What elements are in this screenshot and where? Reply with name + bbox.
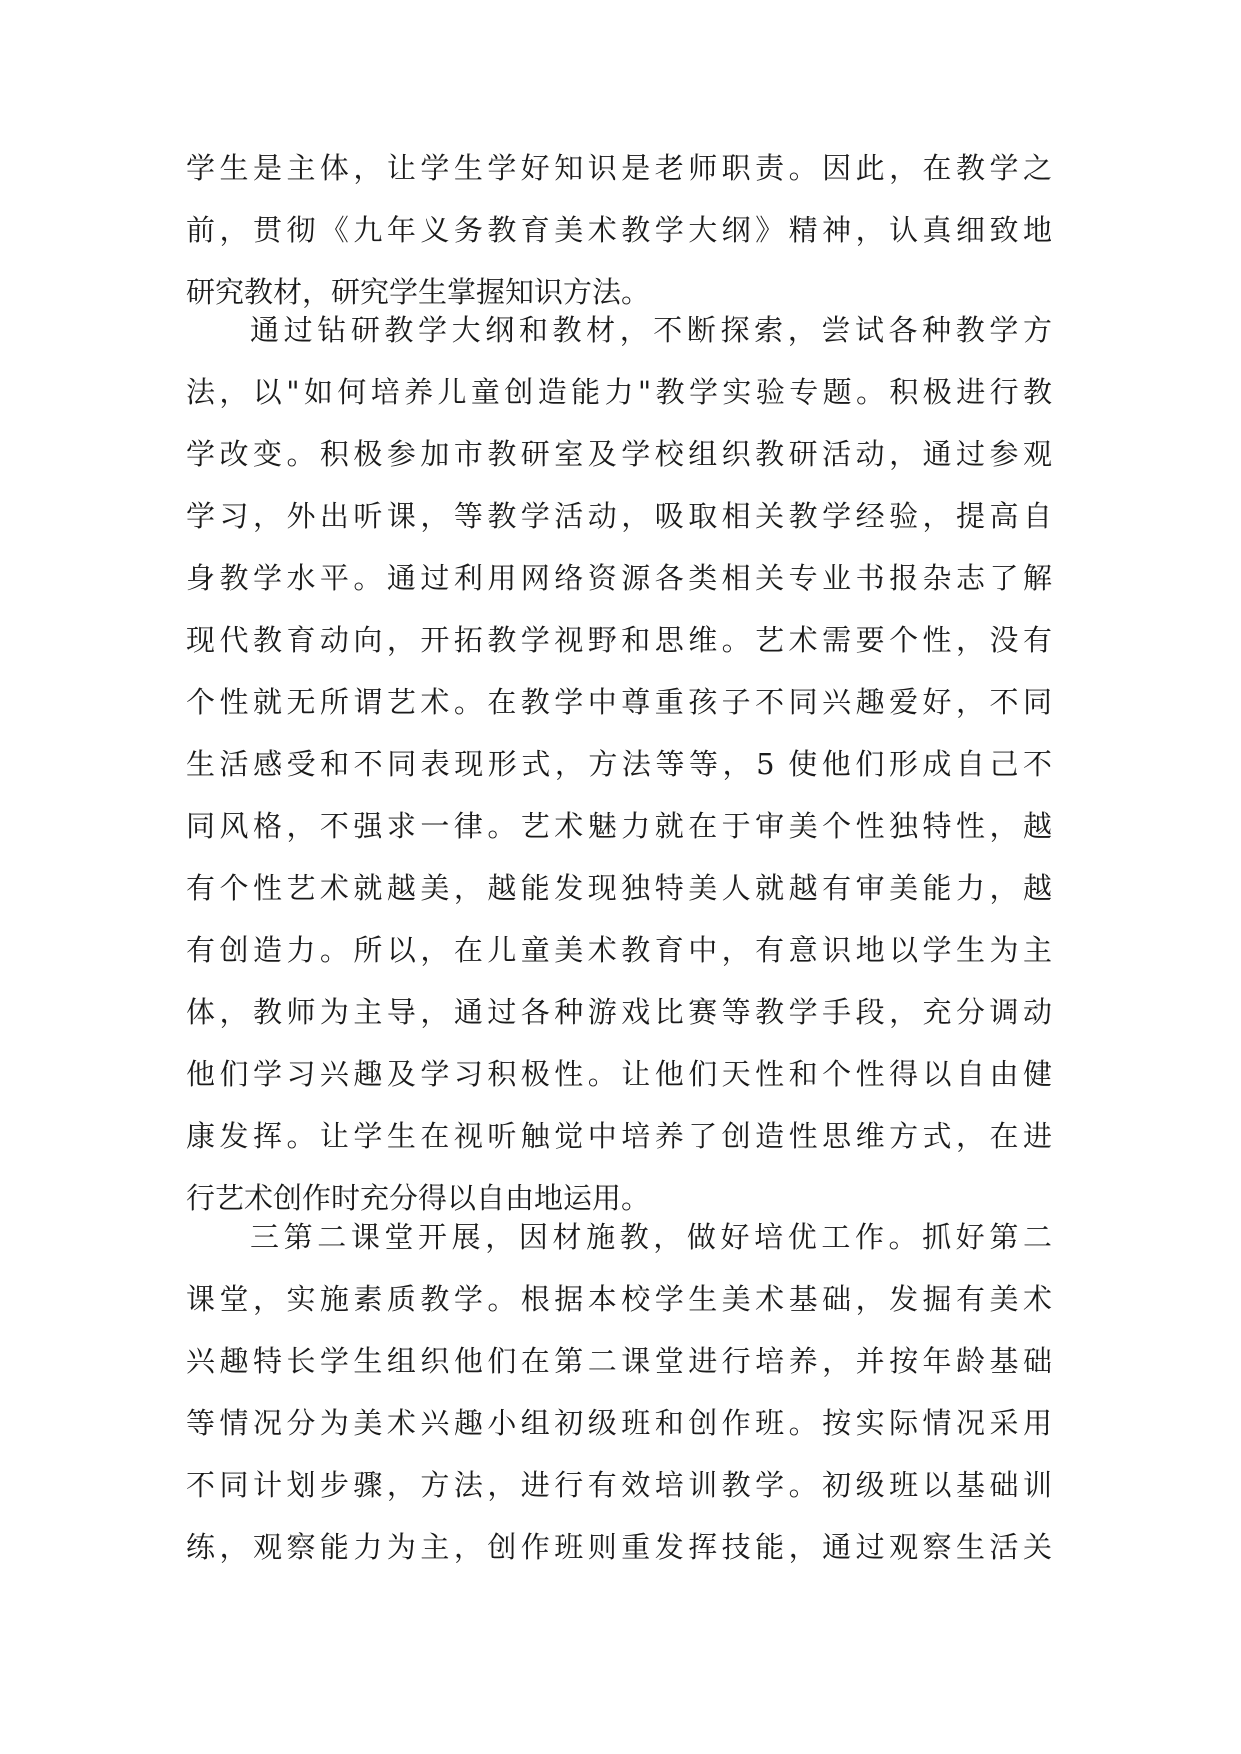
text-line: 前，贯彻《九年义务教育美术教学大纲》精神，认真细致地 bbox=[186, 213, 1052, 247]
text-line: 不同计划步骤，方法，进行有效培训教学。初级班以基础训 bbox=[186, 1468, 1052, 1502]
text-line: 兴趣特长学生组织他们在第二课堂进行培养，并按年龄基础 bbox=[186, 1344, 1052, 1378]
text-line: 研究教材，研究学生掌握知识方法。 bbox=[186, 275, 651, 309]
text-line: 同风格，不强求一律。艺术魅力就在于审美个性独特性，越 bbox=[186, 809, 1052, 843]
text-line: 练，观察能力为主，创作班则重发挥技能，通过观察生活关 bbox=[186, 1530, 1052, 1564]
text-line: 法，以"如何培养儿童创造能力"教学实验专题。积极进行教 bbox=[186, 375, 1052, 409]
text-line: 个性就无所谓艺术。在教学中尊重孩子不同兴趣爱好，不同 bbox=[186, 685, 1052, 719]
text-line: 现代教育动向，开拓教学视野和思维。艺术需要个性，没有 bbox=[186, 623, 1052, 657]
text-line: 学改变。积极参加市教研室及学校组织教研活动，通过参观 bbox=[186, 437, 1052, 471]
text-line: 行艺术创作时充分得以自由地运用。 bbox=[186, 1181, 651, 1215]
text-line: 康发挥。让学生在视听触觉中培养了创造性思维方式，在进 bbox=[186, 1119, 1052, 1153]
text-line: 通过钻研教学大纲和教材，不断探索，尝试各种教学方 bbox=[250, 313, 1052, 347]
text-line: 他们学习兴趣及学习积极性。让他们天性和个性得以自由健 bbox=[186, 1057, 1052, 1091]
text-line: 学习，外出听课，等教学活动，吸取相关教学经验，提高自 bbox=[186, 499, 1052, 533]
text-line: 等情况分为美术兴趣小组初级班和创作班。按实际情况采用 bbox=[186, 1406, 1052, 1440]
text-line: 体，教师为主导，通过各种游戏比赛等教学手段，充分调动 bbox=[186, 995, 1052, 1029]
text-line: 有创造力。所以，在儿童美术教育中，有意识地以学生为主 bbox=[186, 933, 1052, 967]
text-line: 生活感受和不同表现形式，方法等等，5 使他们形成自己不 bbox=[186, 747, 1052, 781]
text-line: 身教学水平。通过利用网络资源各类相关专业书报杂志了解 bbox=[186, 561, 1052, 595]
text-line: 三第二课堂开展，因材施教，做好培优工作。抓好第二 bbox=[250, 1220, 1052, 1254]
text-line: 课堂，实施素质教学。根据本校学生美术基础，发掘有美术 bbox=[186, 1282, 1052, 1316]
text-line: 有个性艺术就越美，越能发现独特美人就越有审美能力，越 bbox=[186, 871, 1052, 905]
text-line: 学生是主体，让学生学好知识是老师职责。因此，在教学之 bbox=[186, 151, 1052, 185]
